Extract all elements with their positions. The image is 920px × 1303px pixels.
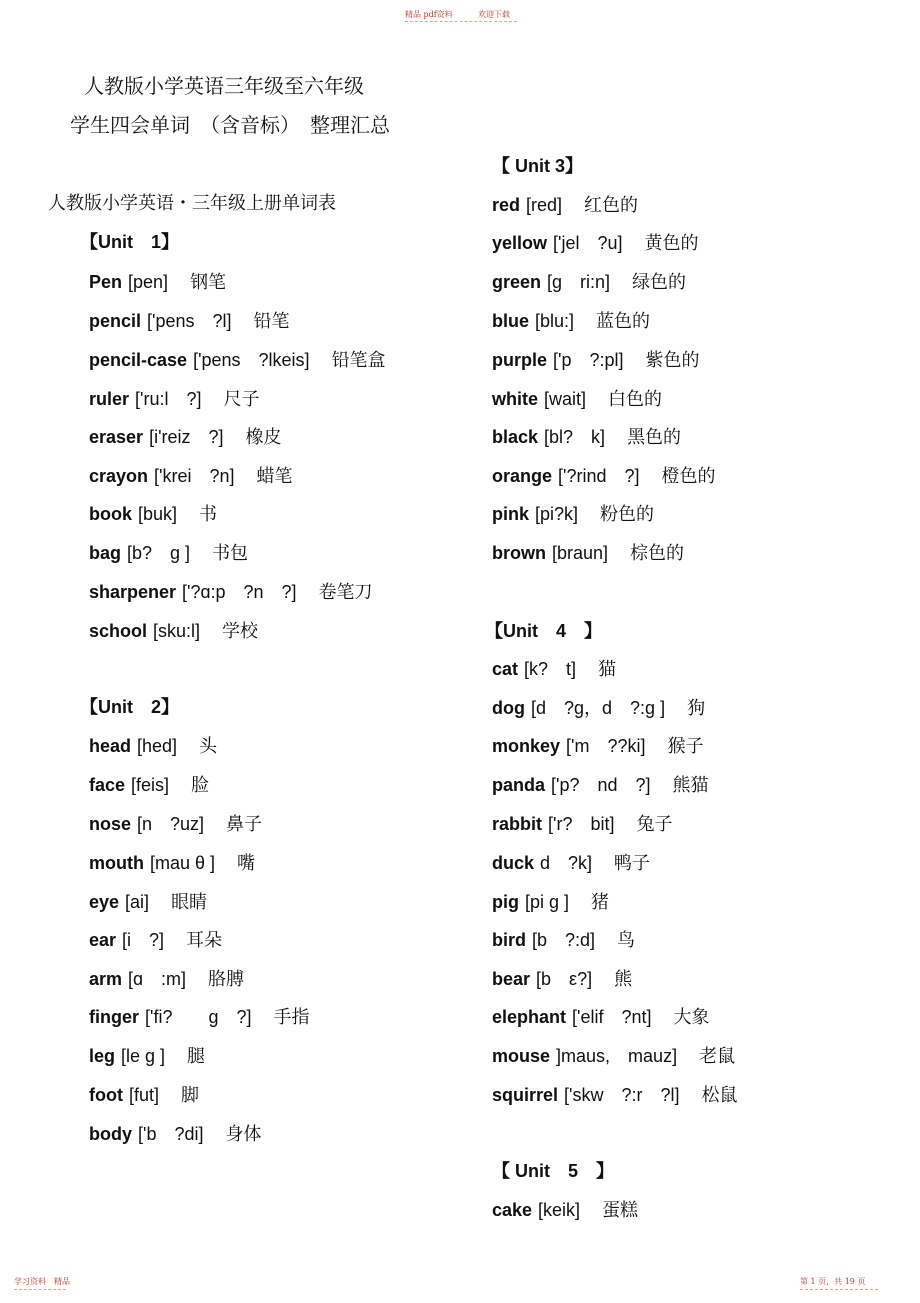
phonetic: [hed] <box>137 736 178 756</box>
word: arm <box>89 969 123 989</box>
phonetic: ['skw ?:r ?l] <box>564 1085 680 1105</box>
word: monkey <box>492 736 561 756</box>
word: panda <box>492 775 546 795</box>
phonetic: [pi?k] <box>535 504 579 524</box>
word: pencil-case <box>89 350 188 370</box>
word: yellow <box>492 233 548 253</box>
phonetic: [b? ɡ ] <box>127 543 191 563</box>
word-row <box>492 191 638 217</box>
meaning: 铅笔 <box>253 311 290 332</box>
meaning: 手指 <box>273 1007 310 1028</box>
word: school <box>89 621 148 641</box>
unit-2-heading: 【Unit 2】 <box>80 697 179 717</box>
phonetic: [ɡ ri:n] <box>547 272 611 292</box>
word-row <box>89 617 258 643</box>
word: black <box>492 427 539 447</box>
word: eraser <box>89 427 144 447</box>
word-row <box>492 694 705 720</box>
meaning: 红色的 <box>584 195 639 216</box>
meaning: 黄色的 <box>644 233 699 254</box>
meaning: 卷笔刀 <box>318 582 373 603</box>
word-row <box>89 462 293 488</box>
page-number: 第 1 页，共 19 页 <box>800 1277 866 1286</box>
word: pencil <box>89 311 142 331</box>
word: leg <box>89 1046 116 1066</box>
word-row <box>492 307 650 333</box>
phonetic: [mau θ ] <box>149 853 216 873</box>
section-title: 人教版小学英语・三年级上册单词表 <box>48 193 336 214</box>
phonetic: [feis] <box>131 775 170 795</box>
word: green <box>492 272 542 292</box>
word-row <box>89 346 386 372</box>
meaning: 兔子 <box>636 814 673 835</box>
phonetic: [blu:] <box>535 311 575 331</box>
meaning: 鼻子 <box>226 814 263 835</box>
word-row <box>89 423 282 449</box>
word: bear <box>492 969 531 989</box>
word-row <box>492 462 716 488</box>
meaning: 绿色的 <box>632 272 687 293</box>
phonetic: [i ?] <box>122 930 165 950</box>
meaning: 大象 <box>673 1007 710 1028</box>
phonetic: ['?rind ?] <box>558 466 640 486</box>
word-row <box>492 229 699 255</box>
word-row <box>89 385 260 411</box>
word-row <box>492 655 616 681</box>
phonetic: ['?ɑ:p ?n ?] <box>182 582 297 602</box>
phonetic: ['b ?di] <box>138 1124 204 1144</box>
meaning: 粉色的 <box>600 504 655 525</box>
meaning: 胳膊 <box>208 969 245 990</box>
meaning: 蜡笔 <box>256 466 293 487</box>
phonetic: ['pens ?l] <box>147 311 232 331</box>
word-row <box>492 539 684 565</box>
meaning: 橡皮 <box>245 427 282 448</box>
meaning: 松鼠 <box>701 1085 738 1106</box>
unit-3-heading: 【 Unit 3】 <box>492 156 584 176</box>
word: nose <box>89 814 132 834</box>
meaning: 嘴 <box>237 853 256 874</box>
word: crayon <box>89 466 149 486</box>
word-row <box>89 1120 261 1146</box>
header-right-text: 欢迎下载 <box>478 10 510 19</box>
phonetic: [pi ɡ ] <box>525 892 570 912</box>
phonetic: ['m ??ki] <box>566 736 646 756</box>
meaning: 猴子 <box>667 736 704 757</box>
word-row <box>492 500 654 526</box>
doc-title-line2: 学生四会单词 （含音标） 整理汇总 <box>70 113 390 137</box>
phonetic: ]maus, mauz] <box>556 1046 678 1066</box>
meaning: 老鼠 <box>699 1046 736 1067</box>
word: pig <box>492 892 519 912</box>
word-row <box>492 888 609 914</box>
phonetic: [le ɡ ] <box>121 1046 166 1066</box>
meaning: 狗 <box>687 698 706 719</box>
phonetic: [wait] <box>544 389 587 409</box>
unit-1-heading: 【Unit 1】 <box>80 232 179 252</box>
word-row <box>492 810 672 836</box>
word-row <box>492 965 632 991</box>
word-row <box>89 1003 310 1029</box>
phonetic: [keik] <box>538 1200 581 1220</box>
header-divider <box>405 21 517 22</box>
word: body <box>89 1124 132 1144</box>
word-row <box>492 1196 638 1222</box>
meaning: 棕色的 <box>630 543 685 564</box>
word: face <box>89 775 126 795</box>
word-row <box>89 578 373 604</box>
meaning: 紫色的 <box>645 350 700 371</box>
footer-left-text: 学习资料 精品 <box>14 1277 70 1286</box>
word-row <box>89 539 248 565</box>
meaning: 猫 <box>598 659 617 680</box>
word-row <box>89 1081 199 1107</box>
meaning: 鸭子 <box>614 853 651 874</box>
meaning: 腿 <box>187 1046 206 1067</box>
word-row <box>89 926 222 952</box>
meaning: 鸟 <box>617 930 636 951</box>
word: brown <box>492 543 546 563</box>
word: mouth <box>89 853 144 873</box>
word: blue <box>492 311 530 331</box>
phonetic: ['krei ?n] <box>154 466 235 486</box>
word: duck <box>492 853 535 873</box>
word: squirrel <box>492 1085 559 1105</box>
word-row <box>89 771 209 797</box>
word: elephant <box>492 1007 567 1027</box>
phonetic: [braun] <box>552 543 609 563</box>
word: bird <box>492 930 526 950</box>
phonetic: d ?k] <box>540 853 593 873</box>
phonetic: [ɑ :m] <box>128 969 187 989</box>
phonetic: [fut] <box>128 1085 159 1105</box>
word: finger <box>89 1007 140 1027</box>
meaning: 铅笔盒 <box>331 350 386 371</box>
meaning: 头 <box>199 736 218 757</box>
phonetic: ['jel ?u] <box>553 233 623 253</box>
word: orange <box>492 466 553 486</box>
meaning: 尺子 <box>223 389 260 410</box>
word-row <box>492 771 709 797</box>
meaning: 猪 <box>591 892 610 913</box>
word: foot <box>89 1085 123 1105</box>
phonetic: ['r? bit] <box>548 814 615 834</box>
doc-title-line1: 人教版小学英语三年级至六年级 <box>84 74 364 98</box>
phonetic: [sku:l] <box>153 621 201 641</box>
phonetic: [d ?ɡ，d ?:ɡ ] <box>531 698 666 718</box>
meaning: 白色的 <box>608 389 663 410</box>
word: cake <box>492 1200 533 1220</box>
meaning: 钢笔 <box>190 272 227 293</box>
word: cat <box>492 659 519 679</box>
meaning: 脚 <box>181 1085 199 1106</box>
word-row <box>492 1081 737 1107</box>
word-row <box>89 307 290 333</box>
word-row <box>89 500 217 526</box>
word-row <box>89 965 244 991</box>
meaning: 蓝色的 <box>596 311 651 332</box>
phonetic: [k? t] <box>524 659 577 679</box>
meaning: 脸 <box>191 775 210 796</box>
meaning: 学校 <box>222 621 259 642</box>
meaning: 熊猫 <box>672 775 709 796</box>
word-row <box>89 1042 205 1068</box>
word: red <box>492 195 521 215</box>
word-row <box>492 1003 710 1029</box>
meaning: 蛋糕 <box>602 1200 639 1221</box>
word-row <box>492 423 681 449</box>
unit-5-heading: 【 Unit 5 】 <box>492 1161 615 1181</box>
word: Pen <box>89 272 123 292</box>
footer-left-divider <box>14 1289 66 1290</box>
phonetic: ['fi? ɡ ?] <box>145 1007 252 1027</box>
phonetic: ['elif ?nt] <box>572 1007 652 1027</box>
unit-4-heading: 【Unit 4 】 <box>485 621 602 641</box>
phonetic: [pen] <box>128 272 169 292</box>
phonetic: [buk] <box>138 504 178 524</box>
word-row <box>89 732 217 758</box>
word-row <box>89 888 207 914</box>
phonetic: ['p ?:pl] <box>553 350 624 370</box>
phonetic: ['pens ?lkeis] <box>193 350 310 370</box>
word-row <box>492 385 662 411</box>
phonetic: ['p? nd ?] <box>551 775 651 795</box>
footer-right-divider <box>800 1289 878 1290</box>
header-left-text: 精品 pdf资料 <box>405 10 453 19</box>
phonetic: [ai] <box>125 892 150 912</box>
word: ear <box>89 930 117 950</box>
meaning: 耳朵 <box>186 930 223 951</box>
phonetic: [n ?uz] <box>137 814 205 834</box>
word: eye <box>89 892 120 912</box>
word: pink <box>492 504 530 524</box>
meaning: 书 <box>199 504 218 525</box>
meaning: 眼睛 <box>171 892 208 913</box>
word-row <box>492 849 650 875</box>
word-row <box>492 926 635 952</box>
word-row <box>492 346 700 372</box>
meaning: 书包 <box>212 543 249 564</box>
word-row <box>492 732 703 758</box>
word: rabbit <box>492 814 543 834</box>
word: ruler <box>89 389 130 409</box>
word-row <box>89 849 255 875</box>
meaning: 黑色的 <box>627 427 682 448</box>
phonetic: [i'reiz ?] <box>149 427 224 447</box>
word: book <box>89 504 132 524</box>
phonetic: [bl? k] <box>544 427 606 447</box>
word: sharpener <box>89 582 177 602</box>
word-row <box>492 268 686 294</box>
word: head <box>89 736 132 756</box>
meaning: 橙色的 <box>661 466 716 487</box>
word: mouse <box>492 1046 551 1066</box>
phonetic: [b ?:d] <box>532 930 596 950</box>
word: bag <box>89 543 122 563</box>
meaning: 身体 <box>225 1124 262 1145</box>
phonetic: [b ε?] <box>536 969 593 989</box>
phonetic: ['ru:l ?] <box>135 389 202 409</box>
meaning: 熊 <box>614 969 633 990</box>
word-row <box>492 1042 735 1068</box>
word: dog <box>492 698 525 718</box>
word-row <box>89 268 226 294</box>
word-row <box>89 810 262 836</box>
word: purple <box>492 350 548 370</box>
phonetic: [red] <box>526 195 563 215</box>
word: white <box>492 389 539 409</box>
